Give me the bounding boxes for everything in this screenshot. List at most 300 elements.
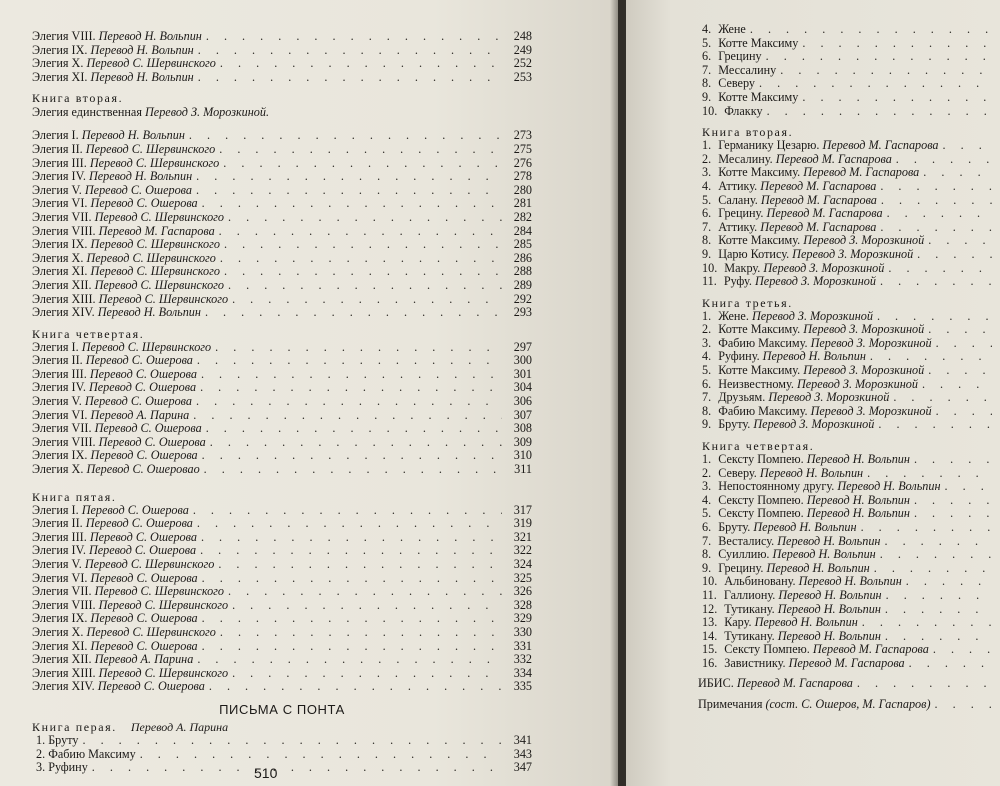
page-number: 510 (254, 765, 278, 781)
entry-page: 293 (513, 305, 532, 320)
leader-dots (935, 698, 992, 712)
leader-dots (880, 275, 992, 289)
toc-entry (32, 422, 532, 436)
entry-label: Элегия X. (32, 462, 84, 477)
entry-translator: Перевод З. Морозкиной (810, 403, 932, 418)
toc-entry (32, 129, 532, 143)
entry-number: 8. (702, 403, 712, 418)
entry-label: Руфину (48, 760, 88, 775)
toc-entry (32, 395, 532, 409)
entry-translator: Перевод Н. Вольпин (90, 69, 194, 84)
entry-page: 288 (513, 264, 532, 279)
entry-label: Фабию Максиму. (718, 335, 808, 350)
entry-page: 253 (513, 69, 532, 84)
entry-label: Элегия VII. (32, 421, 92, 436)
entry-translator: Перевод Н. Вольпин (837, 479, 941, 494)
entry-number: 3. (702, 479, 712, 494)
leader-dots (228, 279, 502, 293)
leader-dots (198, 71, 502, 85)
pontus-book3-list (702, 310, 992, 432)
entry-label: Северу (718, 76, 755, 91)
toc-entry (702, 521, 992, 535)
leader-dots (228, 585, 502, 599)
toc-entry (32, 612, 532, 626)
entry-number: 6. (702, 520, 712, 534)
entry-label: Элегия единственная (32, 105, 142, 120)
leader-dots (885, 603, 992, 617)
leader-dots (886, 589, 992, 603)
entry-page: 282 (513, 209, 532, 224)
toc-entry (32, 184, 532, 198)
leader-dots (862, 616, 992, 630)
book-heading: Книга пятая. (32, 489, 117, 504)
toc-entry (32, 306, 532, 320)
entry-number: 7. (702, 219, 712, 234)
entry-translator: Перевод Н. Вольпин (762, 349, 866, 364)
leader-dots (205, 306, 502, 320)
entry-page: 292 (513, 291, 532, 306)
leader-dots (215, 341, 502, 355)
entry-translator: Перевод С. Ошерова (90, 448, 198, 463)
toc-entry (32, 157, 532, 171)
entry-number: 9. (702, 89, 712, 104)
entry-translator: Перевод Н. Вольпин (88, 169, 193, 184)
entry-number: 6. (702, 49, 712, 64)
entry-label: Аттику. (718, 178, 758, 193)
leader-dots (943, 139, 992, 153)
toc-entry (32, 517, 532, 531)
entry-translator: Перевод С. Шервинского (94, 209, 225, 224)
leader-dots (896, 153, 992, 167)
entry-translator: Перевод С. Ошерова (81, 502, 189, 517)
entry-translator: Перевод С. Ошерова (97, 679, 205, 694)
entry-label: Грецину. (718, 206, 764, 221)
toc-entry (702, 23, 992, 37)
entry-label: Альбиновану. (724, 574, 796, 589)
entry-translator: Перевод С. Шервинского (81, 339, 212, 354)
leader-dots (219, 225, 502, 239)
entry-page: 343 (513, 746, 532, 761)
entry-label: Жене. (718, 308, 749, 323)
leader-dots (888, 262, 992, 276)
entry-translator: Перевод З. Морозкиной (763, 260, 885, 275)
entry-label: Элегия I. (32, 128, 79, 143)
leader-dots (867, 467, 992, 481)
leader-dots (887, 207, 992, 221)
leader-dots (193, 504, 502, 518)
leader-dots (917, 248, 992, 262)
leader-dots (200, 381, 502, 395)
toc-entry (32, 197, 532, 211)
entry-page: 284 (513, 223, 532, 238)
toc-entry (702, 603, 992, 617)
entry-label: Элегия XII. (32, 277, 92, 292)
entry-label: Суиллию. (718, 547, 770, 562)
entry-label: Сексту Помпею. (718, 452, 804, 467)
entry-translator: Перевод Н. Вольпин (97, 305, 201, 320)
toc-entry (702, 180, 992, 194)
entry-translator: Перевод З. Морозкиной (803, 363, 925, 378)
entry-label: Элегия XII. (32, 652, 92, 667)
entry-translator: Перевод Н. Вольпин (806, 506, 910, 521)
leader-dots (780, 64, 992, 78)
entry-page: 310 (513, 448, 532, 463)
entry-label: Жене (718, 22, 746, 36)
entry-label: Элегия V. (32, 394, 82, 409)
entry-label: Германику Цезарю. (718, 138, 820, 153)
book-heading: Книга четвертая. (32, 326, 145, 341)
leader-dots (220, 626, 502, 640)
entry-label: Элегия II. (32, 141, 83, 156)
leader-dots (224, 265, 502, 279)
entry-label: Элегия XIV. (32, 679, 95, 694)
toc-entry (702, 194, 992, 208)
entry-number: 3. (702, 165, 712, 180)
entry-label: Элегия II. (32, 516, 83, 531)
entry-translator: Перевод С. Шервинского (85, 141, 216, 156)
toc-entry (32, 368, 532, 382)
entry-page: 328 (513, 597, 532, 612)
entry-translator: Перевод С. Ошерова (85, 516, 193, 531)
leader-dots (219, 143, 502, 157)
leader-dots (914, 453, 992, 467)
entry-label: Элегия III. (32, 529, 87, 544)
section-title: ПИСЬМА С ПОНТА (219, 701, 345, 717)
left-toc-column (32, 30, 532, 775)
toc-entry (32, 761, 532, 775)
leader-dots (885, 630, 992, 644)
leader-dots (928, 234, 992, 248)
tristia-book1-tail (32, 30, 532, 84)
leader-dots (928, 364, 992, 378)
entry-label: Фабию Максиму. (718, 403, 808, 418)
entry-translator: Перевод С. Ошерова (84, 394, 192, 409)
leader-dots (218, 558, 502, 572)
leader-dots (880, 221, 992, 235)
entry-label: Друзьям. (718, 390, 766, 405)
leader-dots (224, 238, 502, 252)
entry-translator: Перевод М. Гаспарова (760, 178, 877, 193)
entry-page: 278 (513, 169, 532, 184)
entry-translator: Перевод С. Шервинского (90, 237, 220, 252)
entry-label: Грецину. (718, 560, 764, 575)
pontus-book1-tail (702, 23, 992, 118)
entry-number: 4. (702, 349, 712, 364)
toc-entry (702, 630, 992, 644)
entry-number: 14. (702, 628, 718, 643)
entry-translator: Перевод С. Шервинского (86, 624, 216, 639)
leader-dots (945, 480, 992, 494)
entry-number: 2. (702, 322, 712, 337)
toc-entry (32, 734, 532, 748)
leader-dots (857, 677, 992, 691)
toc-entry (32, 504, 532, 518)
entry-translator: Перевод М. Гаспарова (812, 642, 929, 657)
entry-number: 1. (36, 732, 46, 747)
toc-entry (702, 575, 992, 589)
entry-translator: Перевод Н. Вольпин (778, 587, 882, 602)
toc-entry (702, 64, 992, 78)
leader-dots (210, 436, 502, 450)
toc-entry (702, 221, 992, 235)
leader-dots (200, 544, 502, 558)
entry-page: 281 (513, 196, 532, 211)
entry-number: 2. (36, 746, 46, 761)
entry-translator: Перевод С. Ошерова (98, 434, 206, 449)
toc-entry (702, 166, 992, 180)
leader-dots (906, 575, 992, 589)
entry-page: 324 (513, 557, 532, 571)
entry-translator: Перевод М. Гаспарова (766, 206, 883, 221)
entry-label: Элегия IV. (32, 380, 86, 395)
entry-label: Элегия III. (32, 155, 87, 170)
leader-dots (197, 517, 502, 531)
toc-entry (702, 418, 992, 432)
leader-dots (923, 166, 992, 180)
entry-translator: Перевод М. Гаспарова (788, 655, 905, 670)
entry-label: Сексту Помпею. (718, 492, 804, 507)
entry-translator: Перевод С. Ошерова (90, 638, 198, 653)
entry-label: Царю Котису. (718, 246, 790, 261)
entry-number: 2. (702, 465, 712, 480)
entry-translator: Перевод С. Шервинского (86, 56, 216, 71)
entry-translator: Перевод З. Морозкиной (810, 335, 932, 350)
book-heading: Книга вторая. (702, 125, 794, 140)
toc-entry (702, 391, 992, 405)
toc-entry (32, 293, 532, 307)
entry-page: 273 (513, 128, 532, 143)
entry-translator: Перевод Н. Вольпин (777, 628, 881, 643)
entry-translator: Перевод З. Морозкиной (768, 390, 890, 405)
entry-page: 335 (513, 679, 532, 694)
toc-entry (32, 211, 532, 225)
entry-page: 289 (513, 277, 532, 292)
toc-entry (702, 467, 992, 481)
entry-page: 249 (513, 42, 532, 57)
entry-label: Элегия I. (32, 339, 79, 354)
leader-dots (202, 449, 502, 463)
entry-translator: Перевод А. Парина (94, 652, 194, 667)
entry-label: Галлиону. (723, 587, 776, 602)
entry-page: 252 (513, 56, 532, 71)
entry-label: Котте Максиму. (718, 363, 801, 378)
toc-entry (32, 653, 532, 667)
entry-label: Весталису. (718, 533, 775, 548)
entry-number: 9. (702, 246, 712, 261)
toc-entry (702, 589, 992, 603)
entry-translator: Перевод М. Гаспарова (760, 192, 877, 207)
toc-entry (32, 44, 532, 58)
entry-translator: Перевод З. Морозкиной (792, 246, 914, 261)
entry-label: Элегия XI. (32, 638, 88, 653)
entry-translator: Перевод С. Ошерова (90, 570, 198, 585)
leader-dots (877, 310, 992, 324)
entry-label: Неизвестному. (718, 376, 794, 391)
leader-dots (884, 535, 992, 549)
entry-translator: Перевод С. Ошерова (94, 421, 202, 436)
toc-entry (32, 57, 532, 71)
toc-entry (702, 275, 992, 289)
entry-label: Элегия XIII. (32, 665, 96, 680)
entry-page: 329 (513, 611, 532, 626)
leader-dots (909, 657, 992, 671)
entry-page: 347 (513, 760, 532, 775)
book4-list (32, 341, 532, 477)
toc-entry (32, 354, 532, 368)
entry-label: Сексту Помпею. (724, 642, 810, 657)
leader-dots (878, 418, 992, 432)
entry-number: 3. (702, 335, 712, 350)
entry-label: Элегия VIII. (32, 29, 96, 43)
leader-dots (206, 30, 502, 44)
entry-label: Грецину (718, 49, 762, 64)
leader-dots (914, 494, 992, 508)
entry-translator: Перевод Н. Вольпин (798, 574, 902, 589)
toc-entry (702, 262, 992, 276)
entry-label: ИБИС. (698, 675, 734, 690)
entry-label: Макру. (724, 260, 761, 275)
book3-list (32, 129, 532, 319)
entry-number: 7. (702, 62, 712, 77)
toc-entry (702, 310, 992, 324)
entry-number: 16. (702, 655, 718, 670)
toc-entry (32, 531, 532, 545)
toc-entry (32, 341, 532, 355)
toc-entry (702, 105, 992, 119)
entry-label: Элегия VIII. (32, 597, 96, 612)
entry-page: 307 (513, 407, 532, 422)
toc-entry (32, 585, 532, 599)
entry-translator: Перевод Н. Вольпин (806, 492, 910, 507)
entry-label: Руфину. (718, 349, 760, 364)
toc-entry (32, 252, 532, 266)
toc-entry (702, 480, 992, 494)
entry-label: Тутикану. (724, 628, 775, 643)
entry-page: 275 (513, 141, 532, 156)
toc-entry (32, 381, 532, 395)
entry-translator: Перевод З. Морозкиной (803, 233, 925, 248)
entry-translator: Перевод С. Шервинского (98, 597, 229, 612)
entry-label: Котте Максиму. (718, 322, 801, 337)
entry-page: 317 (513, 502, 532, 517)
entry-translator: Перевод А. Парина (90, 407, 190, 422)
entry-translator: Перевод С. Шервинского (94, 584, 225, 599)
entry-translator: Перевод С. Ошерова (84, 182, 192, 197)
leader-dots (140, 748, 502, 762)
entry-number: 13. (702, 615, 718, 630)
toc-entry (702, 453, 992, 467)
entry-translator: Перевод Н. Вольпин (753, 520, 857, 534)
entry-label: Элегия XI. (32, 264, 88, 279)
entry-translator: Перевод З. Морозкиной (754, 274, 876, 289)
entry-number: 4. (702, 492, 712, 507)
entry-label: Элегия IX. (32, 237, 88, 252)
entry-translator: Перевод Н. Вольпин (777, 601, 881, 616)
entry-page: 297 (513, 339, 532, 354)
entry-number: 7. (702, 533, 712, 548)
toc-entry (32, 71, 532, 85)
entry-translator: Перевод С. Ошерова (90, 611, 198, 626)
entry-translator: Перевод С. Ошерова (88, 380, 197, 395)
leader-dots (193, 409, 502, 423)
leader-dots (202, 197, 502, 211)
book-heading: Книга перая. (32, 719, 117, 734)
leader-dots (228, 211, 502, 225)
book-heading: Книга вторая. (32, 91, 124, 106)
entry-page: 330 (513, 624, 532, 639)
entry-number: 7. (702, 390, 712, 405)
entry-label: Элегия V. (32, 182, 82, 197)
entry-label: Элегия XIII. (32, 291, 96, 306)
toc-entry (702, 207, 992, 221)
leader-dots (202, 640, 502, 654)
entry-translator: Перевод Н. Вольпин (90, 42, 194, 57)
toc-entry (702, 562, 992, 576)
leader-dots (189, 129, 502, 143)
entry-page: 325 (513, 570, 532, 585)
toc-entry (32, 599, 532, 613)
leader-dots (223, 157, 502, 171)
entry-number: 6. (702, 376, 712, 391)
entry-number: 9. (702, 560, 712, 575)
entry-translator: Перевод М. Гаспарова (760, 219, 877, 234)
entry-number: 15. (702, 642, 718, 657)
toc-entry (32, 680, 532, 694)
toc-entry (702, 323, 992, 337)
entry-page: 308 (513, 421, 532, 436)
toc-entry (702, 548, 992, 562)
entry-page: 285 (513, 237, 532, 252)
leader-dots (928, 323, 992, 337)
entry-page: 321 (513, 529, 532, 544)
entry-translator: Перевод С. Шервинского (90, 264, 220, 279)
leader-dots (766, 50, 992, 64)
entry-number: 2. (702, 151, 712, 166)
entry-number: 5. (702, 363, 712, 378)
entry-translator: Перевод С. Шервинского (98, 291, 229, 306)
entry-label: Аттику. (718, 219, 758, 234)
toc-entry (702, 91, 992, 105)
toc-entry (32, 463, 532, 477)
leader-dots (197, 653, 502, 667)
entry-label: Фабию Максиму (48, 746, 136, 761)
toc-entry (702, 535, 992, 549)
entry-number: 10. (702, 103, 718, 118)
entry-label: Котте Максиму. (718, 233, 801, 248)
entry-label: Флакку (724, 103, 763, 118)
leader-dots (197, 354, 502, 368)
entry-number: 8. (702, 547, 712, 562)
toc-entry (32, 626, 532, 640)
pontus-book4-list (702, 453, 992, 671)
entry-translator: Перевод Н. Вольпин (777, 533, 881, 548)
toc-entry (702, 37, 992, 51)
toc-entry (702, 350, 992, 364)
leader-dots (232, 667, 502, 681)
leader-dots (204, 463, 502, 477)
entry-label: Элегия X. (32, 56, 84, 71)
toc-entry (702, 378, 992, 392)
entry-number: 6. (702, 206, 712, 221)
entry-label: Элегия II. (32, 353, 83, 368)
entry-label: Мессалину (718, 62, 777, 77)
leader-dots (206, 422, 502, 436)
pontus-book1-heading (32, 720, 532, 734)
entry-translator: Перевод М. Гаспарова (822, 138, 939, 153)
leader-dots (232, 599, 502, 613)
leader-dots (802, 91, 992, 105)
leader-dots (802, 37, 992, 51)
